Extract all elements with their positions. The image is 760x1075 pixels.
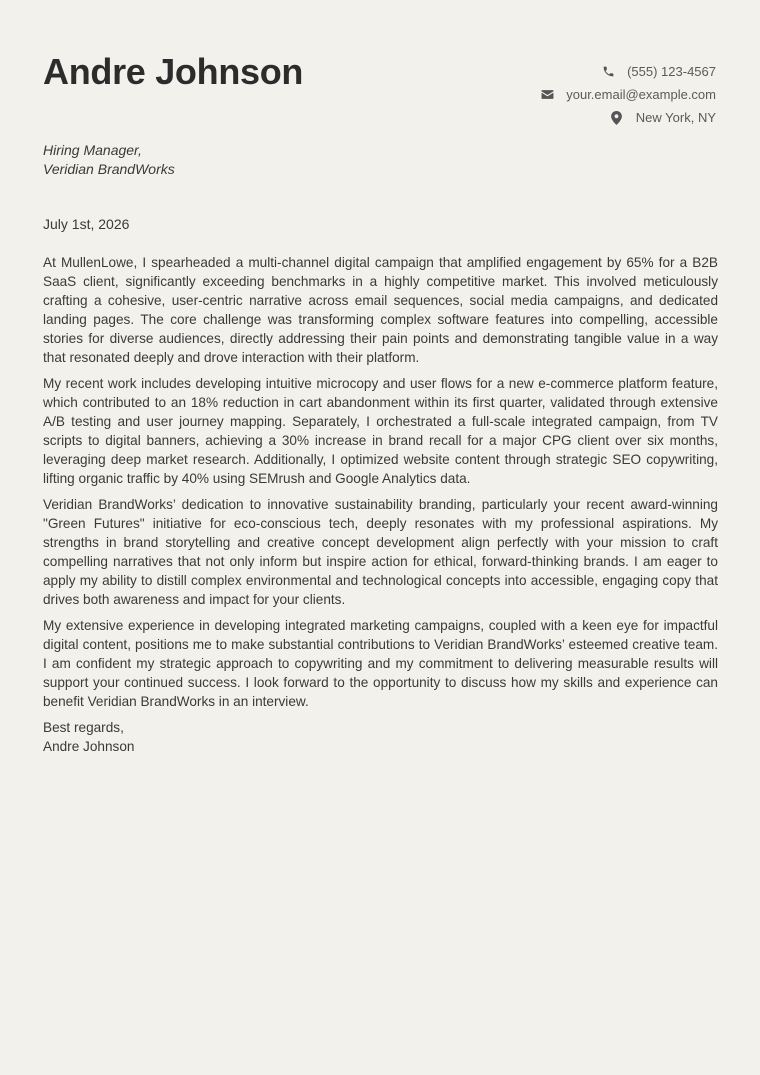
phone-icon xyxy=(601,65,615,79)
letter-body xyxy=(43,253,718,756)
contact-location xyxy=(540,106,716,129)
contact-email xyxy=(540,83,716,106)
body-paragraph-2: My recent work includes developing intuitive microcopy and user flows for a new e-commerce platform feature, which contributed to an 18% reduction in cart abandonment within its first quarter, validated through extensive A/B testing and user journey mapping. Separately, I orchestrated a full-scale integrated campaign, from TV scripts to digital banners, achieving a 30% increase in brand recall for a major CPG client over six months, leveraging deep market research. Additionally, I optimized website content through strategic SEO copywriting, lifting organic traffic by 40% using SEMrush and Google Analytics data. xyxy=(43,376,718,486)
recipient-title: Hiring Manager, xyxy=(43,142,142,158)
closing-salutation: Best regards, xyxy=(43,720,124,735)
recipient-company: Veridian BrandWorks xyxy=(43,161,175,177)
contact-phone xyxy=(540,60,716,83)
applicant-name: Andre Johnson xyxy=(43,51,304,92)
recipient-block xyxy=(43,141,175,179)
body-paragraph-4: My extensive experience in developing integrated marketing campaigns, coupled with a keen eye for impactful digital content, positions me to make substantial contributions to Veridian BrandWorks’ esteemed creative team. I am confident my strategic approach to copywriting and my commitment to delivering measurable results will support your continued success. I look forward to the opportunity to discuss how my skills and experience can benefit Veridian BrandWorks in an interview. xyxy=(43,618,718,709)
phone-number[interactable]: (555) 123-4567 xyxy=(627,64,716,79)
body-paragraph-3: Veridian BrandWorks’ dedication to innovative sustainability branding, particularly your recent award-winning "Green Futures" initiative for eco-conscious tech, deeply resonates with my professional aspirations. My strengths in brand storytelling and creative concept development align perfectly with your mission to craft compelling narratives that not only inform but inspire action for ethical, forward-thinking brands. I am eager to apply my ability to distill complex environmental and technological concepts into accessible, engaging copy that drives both awareness and impact for your clients. xyxy=(43,497,718,607)
location-pin-icon xyxy=(610,111,624,125)
email-address[interactable]: your.email@example.com xyxy=(566,87,716,102)
letter-date: July 1st, 2026 xyxy=(43,216,130,232)
contact-info xyxy=(540,60,716,129)
envelope-icon xyxy=(540,88,554,102)
closing-block xyxy=(43,718,718,756)
location-text: New York, NY xyxy=(635,110,716,125)
body-paragraph-1: At MullenLowe, I spearheaded a multi-channel digital campaign that amplified engagement by 65% for a B2B SaaS client, significantly exceeding benchmarks in a highly competitive market. This involved meticulously crafting a cohesive, user-centric narrative across email sequences, social media campaigns, and dedicated landing pages. The core challenge was transforming complex software features into compelling, accessible stories for diverse audiences, directly addressing their pain points and demonstrating tangible value in a way that resonated deeply and drove interaction with their platform. xyxy=(43,255,718,365)
closing-signature: Andre Johnson xyxy=(43,739,135,754)
